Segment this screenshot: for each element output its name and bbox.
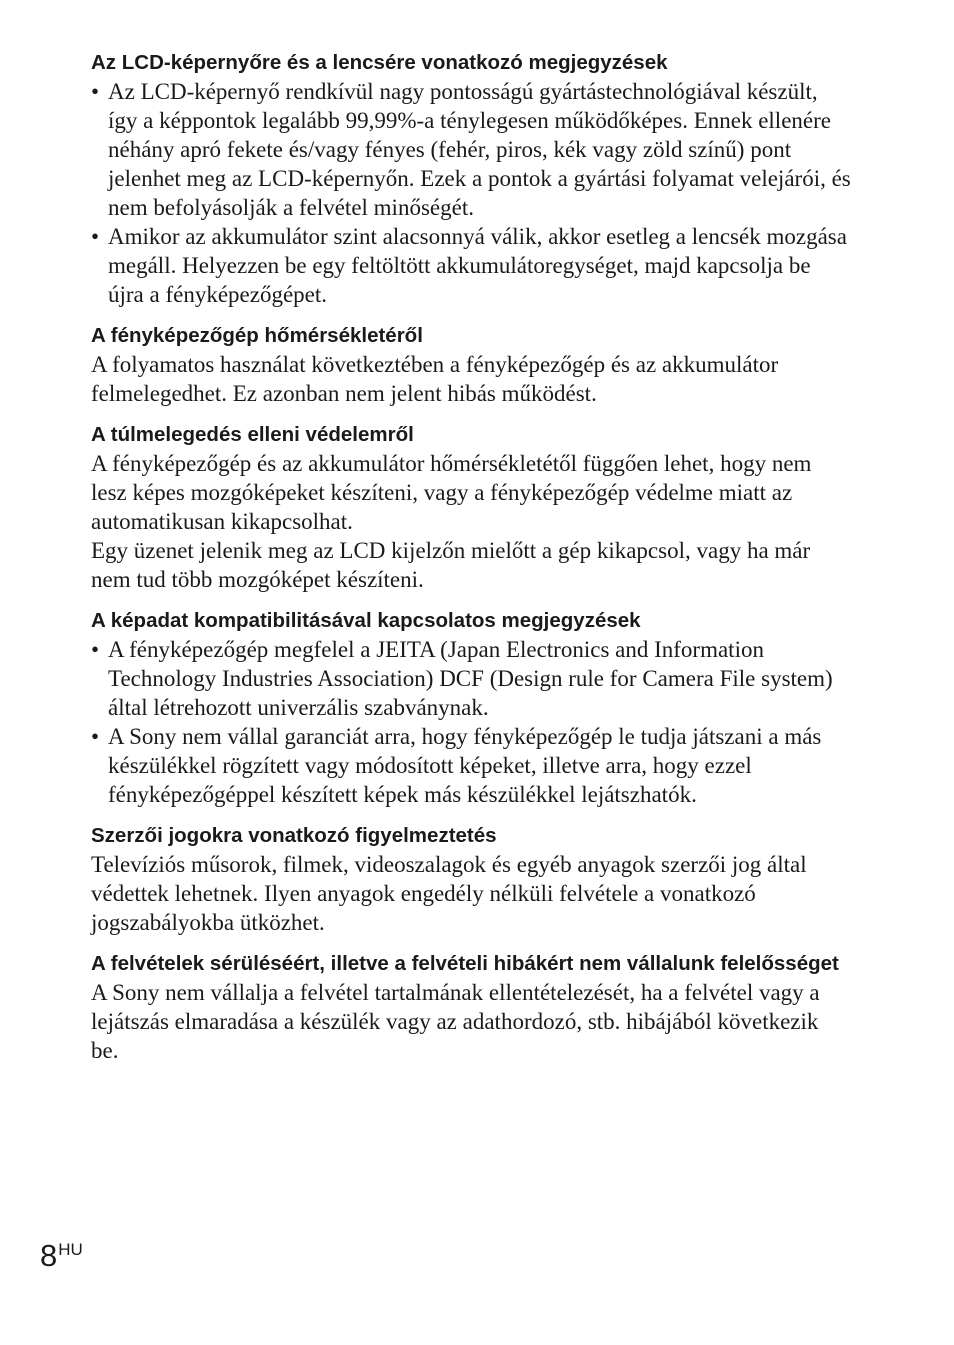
section-paragraph: Egy üzenet jelenik meg az LCD kijelzőn mielőtt a gép kikapcsol, vagy ha már nem tud több mozgóképet készíteni. xyxy=(91,538,811,592)
page-number xyxy=(40,1232,83,1274)
section-paragraph: Televíziós műsorok, filmek, videoszalagok és egyéb anyagok szerzői jog által védettek lehetnek. Ilyen anyagok engedély nélküli felvétele a vonatkozó jogszabályokba ütközhet. xyxy=(91,852,807,935)
section-paragraph: A fényképezőgép és az akkumulátor hőmérsékletétől függően lehet, hogy nem lesz képes mozgóképeket készíteni, vagy a fényképezőgép védelme miatt az automatikusan kikapcsolhat. xyxy=(91,451,812,534)
section-heading: A képadat kompatibilitásával kapcsolatos megjegyzések xyxy=(91,609,641,632)
page-content xyxy=(91,48,851,1077)
page-number-suffix: HU xyxy=(58,1240,83,1259)
bullet-list xyxy=(91,77,851,309)
section-heading: A fényképezőgép hőmérsékletéről xyxy=(91,324,423,347)
page-number-value: 8 xyxy=(40,1238,58,1273)
section-heading: A túlmelegedés elleni védelemről xyxy=(91,423,414,446)
section-image-compatibility xyxy=(91,606,851,809)
section-heading: Szerzői jogokra vonatkozó figyelmeztetés xyxy=(91,824,497,847)
section-camera-temperature xyxy=(91,321,851,408)
section-lcd-lens-notes xyxy=(91,48,851,309)
section-liability-disclaimer xyxy=(91,949,851,1065)
bullet-item: • Az LCD-képernyő rendkívül nagy pontosságú gyártástechnológiával készült, így a képpontok legalább 99,99%-a ténylegesen működőképes. Ennek ellenére néhány apró fekete és/vagy fényes (fehér, piros, kék vagy zöld színű) pont jelenhet meg az LCD-képernyőn. Ezek a pontok a gyártási folyamat velejárói, és nem befolyásolják a felvétel minőségét. xyxy=(91,77,851,222)
section-overheat-protection xyxy=(91,420,851,594)
bullet-list xyxy=(91,635,851,809)
section-paragraph: A folyamatos használat következtében a fényképezőgép és az akkumulátor felmelegedhet. Ez azonban nem jelent hibás működést. xyxy=(91,352,779,406)
section-heading: Az LCD-képernyőre és a lencsére vonatkozó megjegyzések xyxy=(91,51,668,74)
section-copyright-warning xyxy=(91,821,851,937)
section-paragraph: A Sony nem vállalja a felvétel tartalmának ellentételezését, ha a felvétel vagy a lejátszás elmaradása a készülék vagy az adathordozó, stb. hibájából következik be. xyxy=(91,980,820,1063)
bullet-item: • A Sony nem vállal garanciát arra, hogy fényképezőgép le tudja játszani a más készülékkel rögzített vagy módosított képeket, illetve arra, hogy ezzel fényképezőgéppel készített képek más készülékkel lejátszhatók. xyxy=(91,722,851,809)
bullet-item: • Amikor az akkumulátor szint alacsonnyá válik, akkor esetleg a lencsék mozgása megáll. Helyezzen be egy feltöltött akkumulátoregységet, majd kapcsolja be újra a fényképezőgépet. xyxy=(91,222,851,309)
section-heading: A felvételek sérüléséért, illetve a felvételi hibákért nem vállalunk felelősséget xyxy=(91,952,839,975)
bullet-item: • A fényképezőgép megfelel a JEITA (Japan Electronics and Information Technology Industries Association) DCF (Design rule for Camera File system) által létrehozott univerzális szabványnak. xyxy=(91,635,851,722)
